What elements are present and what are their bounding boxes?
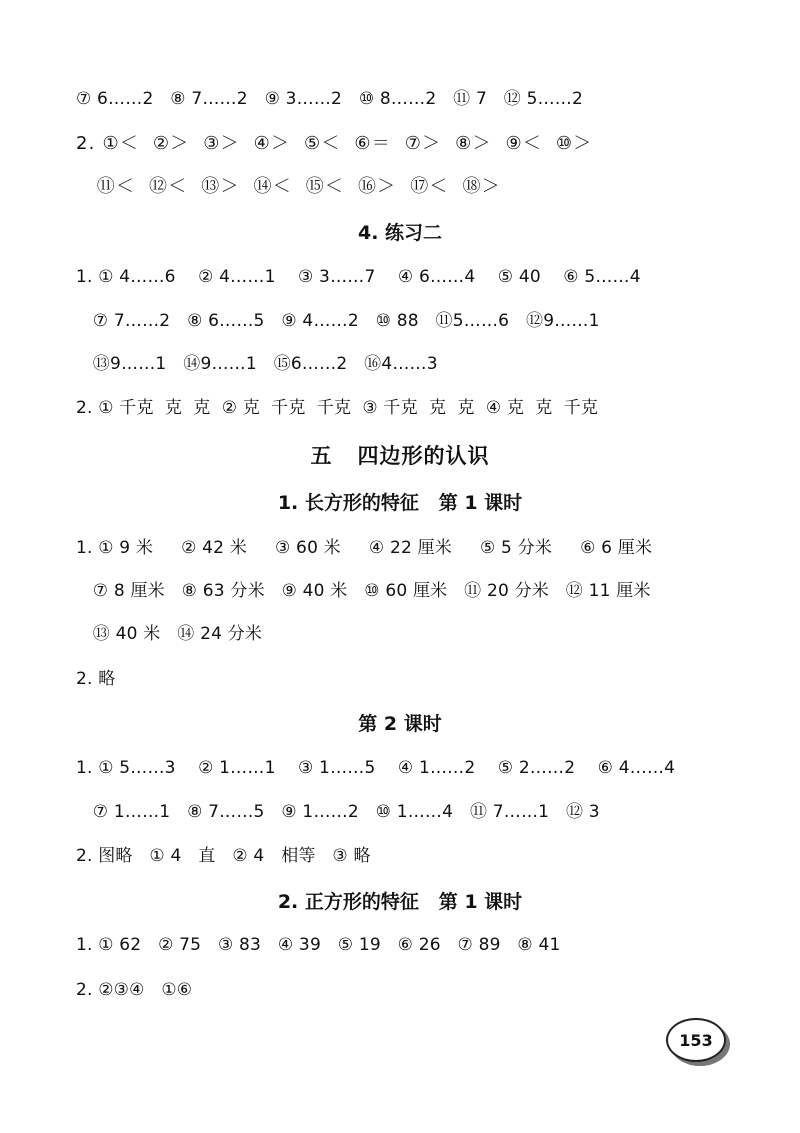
answer-line-6: ⑬9……1 ⑭9……1 ⑮6……2 ⑯4……3 <box>76 354 438 374</box>
answer-line-10: ⑬ 40 米 ⑭ 24 分米 <box>76 624 263 644</box>
section-heading-square: 2. 正方形的特征 第 1 课时 <box>277 891 523 913</box>
answer-line-13: ⑦ 1……1 ⑧ 7……5 ⑨ 1……2 ⑩ 1……4 ⑪ 7……1 ⑫ 3 <box>76 802 600 822</box>
section-heading-practice-2: 4. 练习二 <box>357 222 443 244</box>
page-number-badge <box>666 1018 726 1062</box>
answer-line-1: ⑦ 6……2 ⑧ 7……2 ⑨ 3……2 ⑩ 8……2 ⑪ 7 ⑫ 5……2 <box>76 89 584 109</box>
answer-line-7: 2. ① 千克 克 克 ② 克 千克 千克 ③ 千克 克 克 ④ 克 克 千克 <box>76 398 599 418</box>
answer-line-16: 2. ②③④ ①⑥ <box>76 980 193 1000</box>
answer-line-15: 1. ① 62 ② 75 ③ 83 ④ 39 ⑤ 19 ⑥ 26 ⑦ 89 ⑧ 41 <box>76 935 561 955</box>
section-heading-lesson-2: 第 2 课时 <box>358 713 442 735</box>
answer-line-4: 1. ① 4……6 ② 4……1 ③ 3……7 ④ 6……4 ⑤ 40 ⑥ 5……4 <box>76 267 641 287</box>
answer-line-3: ⑪＜ ⑫＜ ⑬＞ ⑭＜ ⑮＜ ⑯＞ ⑰＜ ⑱＞ <box>76 176 501 197</box>
answer-line-9: ⑦ 8 厘米 ⑧ 63 分米 ⑨ 40 米 ⑩ 60 厘米 ⑪ 20 分米 ⑫ 11 厘米 <box>76 581 651 601</box>
answer-line-14: 2. 图略 ① 4 直 ② 4 相等 ③ 略 <box>76 846 371 866</box>
chapter-heading: 五 四边形的认识 <box>310 444 490 468</box>
answer-line-8: 1. ① 9 米 ② 42 米 ③ 60 米 ④ 22 厘米 ⑤ 5 分米 ⑥ 6 厘米 <box>76 538 653 558</box>
answer-line-11: 2. 略 <box>76 669 116 689</box>
section-heading-rectangle: 1. 长方形的特征 第 1 课时 <box>277 492 523 514</box>
answer-line-12: 1. ① 5……3 ② 1……1 ③ 1……5 ④ 1……2 ⑤ 2……2 ⑥ 4……4 <box>76 758 676 778</box>
answer-line-2: 2. ①＜ ②＞ ③＞ ④＞ ⑤＜ ⑥＝ ⑦＞ ⑧＞ ⑨＜ ⑩＞ <box>76 133 593 154</box>
page-number: 153 <box>679 1030 713 1050</box>
answer-line-5: ⑦ 7……2 ⑧ 6……5 ⑨ 4……2 ⑩ 88 ⑪5……6 ⑫9……1 <box>76 311 600 331</box>
